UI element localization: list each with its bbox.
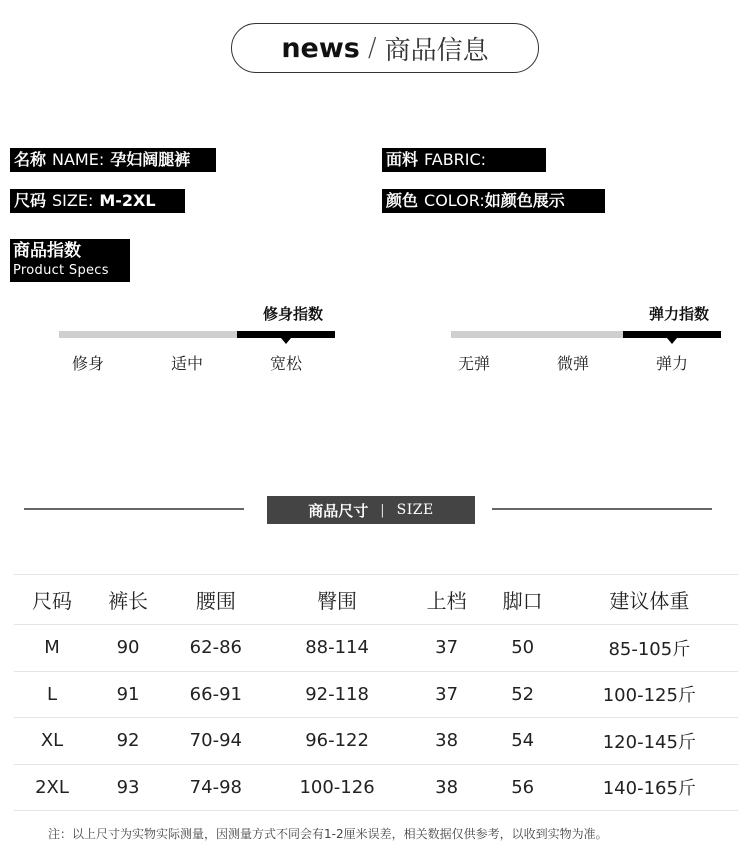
size-table <box>14 574 738 811</box>
color-label: 颜色 COLOR: 如颜色展示 <box>382 189 605 213</box>
table-cell: 100-126 <box>299 776 375 798</box>
table-row <box>14 625 738 672</box>
table-cell: 96-122 <box>305 730 369 752</box>
table-cell: 85-105斤 <box>608 638 691 660</box>
fabric-label: 面料 FABRIC: <box>382 148 546 172</box>
table-cell: 38 <box>435 776 459 798</box>
table-cell: 54 <box>511 730 535 752</box>
table-header: 裤长 <box>108 589 149 613</box>
fit-scale <box>0 300 375 380</box>
fit-scale-selected <box>237 331 335 338</box>
table-cell: L <box>47 683 58 705</box>
table-cell: 70-94 <box>189 730 242 752</box>
color-value: 如颜色展示 <box>484 191 565 210</box>
table-cell: XL <box>40 730 64 752</box>
table-cell: M <box>44 637 60 659</box>
table-cell: 56 <box>511 776 535 798</box>
title-separator: / <box>367 33 377 63</box>
stretch-option-slight: 微弹 <box>557 354 590 373</box>
table-cell: 37 <box>435 683 459 705</box>
table-row <box>14 671 738 718</box>
table-header-row <box>14 575 738 625</box>
table-header: 臀围 <box>317 589 358 613</box>
table-cell: 92-118 <box>305 683 369 705</box>
table-cell: 120-145斤 <box>602 731 696 753</box>
stretch-scale <box>375 300 750 380</box>
fit-option-regular: 适中 <box>171 354 204 373</box>
table-cell: 50 <box>511 637 535 659</box>
product-specs-heading: 商品指数 Product Specs <box>10 239 130 282</box>
stretch-scale-selected <box>623 331 721 338</box>
table-cell: 93 <box>116 776 140 798</box>
stretch-scale-pointer-icon <box>667 338 677 344</box>
stretch-scale-track <box>451 331 623 338</box>
table-cell: 91 <box>116 683 140 705</box>
fit-scale-title: 修身指数 <box>263 305 324 323</box>
table-header: 腰围 <box>195 589 236 613</box>
table-header: 尺码 <box>32 589 73 613</box>
fit-scale-track <box>59 331 237 338</box>
table-header: 脚口 <box>502 589 543 613</box>
table-cell: 88-114 <box>305 637 369 659</box>
section-title <box>231 23 539 73</box>
table-row <box>14 764 738 811</box>
name-label: 名称 NAME: 孕妇阔腿裤 <box>10 148 216 172</box>
table-cell: 38 <box>435 730 459 752</box>
size-banner: 商品尺寸 | SIZE <box>267 496 475 524</box>
name-value: 孕妇阔腿裤 <box>110 150 191 169</box>
size-value: M-2XL <box>99 191 156 210</box>
measurement-note: 注：以上尺寸为实物实际测量，因测量方式不同会有1-2厘米误差，相关数据仅供参考，以收到实物为准。 <box>48 827 608 841</box>
title-cn: 商品信息 <box>384 35 489 66</box>
table-cell: 140-165斤 <box>602 778 696 800</box>
stretch-option-stretch: 弹力 <box>656 354 689 373</box>
table-cell: 37 <box>435 637 459 659</box>
table-row <box>14 718 738 765</box>
table-cell: 66-91 <box>189 683 242 705</box>
table-cell: 62-86 <box>189 637 242 659</box>
fit-option-slim: 修身 <box>72 354 105 373</box>
divider-right <box>492 508 712 510</box>
table-cell: 90 <box>116 637 140 659</box>
table-cell: 74-98 <box>189 776 242 798</box>
size-label: 尺码 SIZE: M-2XL <box>10 189 185 213</box>
table-cell: 92 <box>116 730 140 752</box>
fit-scale-pointer-icon <box>281 338 291 344</box>
table-header: 建议体重 <box>609 589 690 613</box>
table-header: 上档 <box>426 589 467 613</box>
divider-left <box>24 508 244 510</box>
fit-option-loose: 宽松 <box>270 354 303 373</box>
table-cell: 2XL <box>35 776 69 798</box>
table-cell: 100-125斤 <box>602 685 696 707</box>
stretch-scale-title: 弹力指数 <box>649 305 710 323</box>
table-cell: 52 <box>511 683 535 705</box>
stretch-option-none: 无弹 <box>458 354 491 373</box>
title-en: news <box>281 32 360 64</box>
